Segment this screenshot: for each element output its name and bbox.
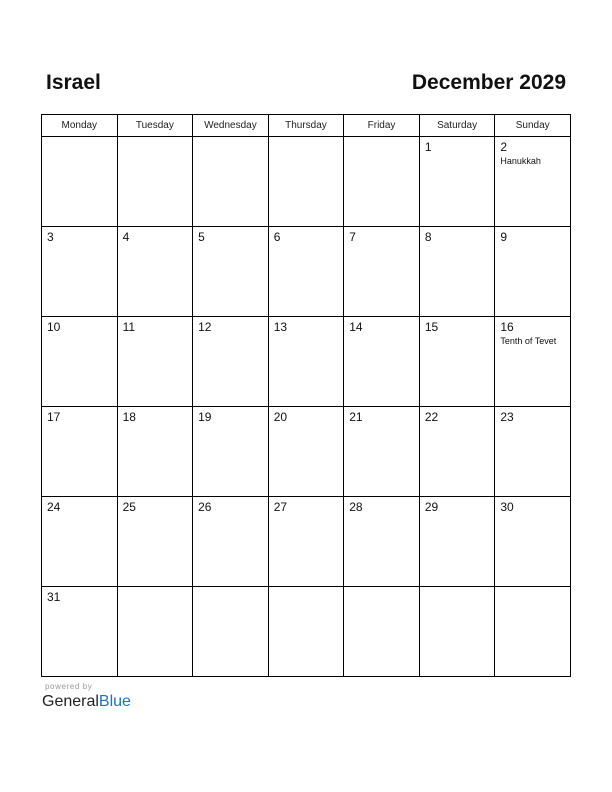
day-number: 13 <box>273 320 288 334</box>
day-cell <box>117 137 193 227</box>
day-number: 2 <box>500 140 508 154</box>
day-number: 8 <box>424 230 432 244</box>
day-cell <box>193 587 269 677</box>
day-number: 11 <box>122 320 136 334</box>
day-cell <box>268 137 344 227</box>
day-number: 6 <box>273 230 281 244</box>
holiday-label: Tenth of Tevet <box>500 336 557 346</box>
weekday-header: Friday <box>344 115 420 137</box>
day-number: 30 <box>500 500 514 514</box>
day-number: 12 <box>198 320 212 334</box>
week-row <box>42 227 571 317</box>
day-cell <box>193 227 269 317</box>
day-cell <box>495 407 571 497</box>
holiday-label: Hanukkah <box>500 156 541 166</box>
week-row <box>42 497 571 587</box>
day-cell <box>495 227 571 317</box>
weekday-header: Tuesday <box>117 115 193 137</box>
day-number: 24 <box>47 500 61 514</box>
day-cell <box>344 407 420 497</box>
week-row <box>42 587 571 677</box>
day-cell <box>268 407 344 497</box>
day-number: 16 <box>500 320 514 334</box>
day-number: 18 <box>122 410 136 424</box>
day-cell <box>117 497 193 587</box>
country-title: Israel <box>46 71 101 94</box>
day-cell <box>495 587 571 677</box>
day-number: 15 <box>424 320 439 334</box>
day-number: 7 <box>349 230 356 244</box>
day-cell <box>419 407 495 497</box>
day-number: 1 <box>424 140 432 154</box>
day-cell <box>193 137 269 227</box>
day-cell <box>268 227 344 317</box>
day-cell <box>42 407 118 497</box>
day-cell <box>495 317 571 407</box>
day-cell <box>495 497 571 587</box>
week-row <box>42 317 571 407</box>
day-number: 10 <box>47 320 61 334</box>
day-cell <box>419 227 495 317</box>
day-cell <box>193 317 269 407</box>
brand-blue: Blue <box>98 693 131 710</box>
day-cell <box>344 137 420 227</box>
day-cell <box>268 587 344 677</box>
brand-general: General <box>42 693 99 710</box>
day-cell <box>419 587 495 677</box>
day-cell <box>117 317 193 407</box>
month-year-title: December 2029 <box>411 71 566 94</box>
weekday-header: Saturday <box>419 115 495 137</box>
day-cell <box>42 587 118 677</box>
day-cell <box>344 497 420 587</box>
day-cell <box>117 407 193 497</box>
powered-by-text: powered by <box>45 682 93 691</box>
day-number: 5 <box>198 230 205 244</box>
weekday-header: Wednesday <box>193 115 269 137</box>
day-number: 14 <box>349 320 363 334</box>
weekday-header: Sunday <box>495 115 571 137</box>
day-number: 31 <box>47 590 61 604</box>
day-cell <box>344 317 420 407</box>
weekday-header-row <box>42 115 571 137</box>
brand-logo <box>42 693 131 711</box>
day-number: 26 <box>198 500 212 514</box>
day-number: 20 <box>273 410 288 424</box>
day-number: 23 <box>500 410 514 424</box>
day-number: 4 <box>122 230 130 244</box>
day-cell <box>344 587 420 677</box>
day-cell <box>117 227 193 317</box>
day-cell <box>419 497 495 587</box>
day-number: 22 <box>424 410 439 424</box>
day-number: 21 <box>349 410 363 424</box>
day-cell <box>495 137 571 227</box>
day-cell <box>268 497 344 587</box>
calendar-grid <box>41 114 571 677</box>
calendar-header <box>46 71 566 97</box>
day-cell <box>42 137 118 227</box>
day-number: 28 <box>349 500 363 514</box>
day-cell <box>117 587 193 677</box>
day-number: 9 <box>500 230 508 244</box>
day-cell <box>419 137 495 227</box>
day-number: 29 <box>424 500 439 514</box>
day-cell <box>42 497 118 587</box>
day-number: 19 <box>198 410 212 424</box>
day-cell <box>419 317 495 407</box>
day-number: 27 <box>273 500 288 514</box>
day-cell <box>344 227 420 317</box>
weekday-header: Thursday <box>268 115 344 137</box>
weekday-header: Monday <box>42 115 118 137</box>
day-cell <box>193 497 269 587</box>
week-row <box>42 137 571 227</box>
day-number: 17 <box>47 410 61 424</box>
day-cell <box>42 317 118 407</box>
week-row <box>42 407 571 497</box>
day-cell <box>268 317 344 407</box>
footer-branding <box>42 682 131 711</box>
day-cell <box>42 227 118 317</box>
day-number: 25 <box>122 500 136 514</box>
day-cell <box>193 407 269 497</box>
day-number: 3 <box>47 230 54 244</box>
